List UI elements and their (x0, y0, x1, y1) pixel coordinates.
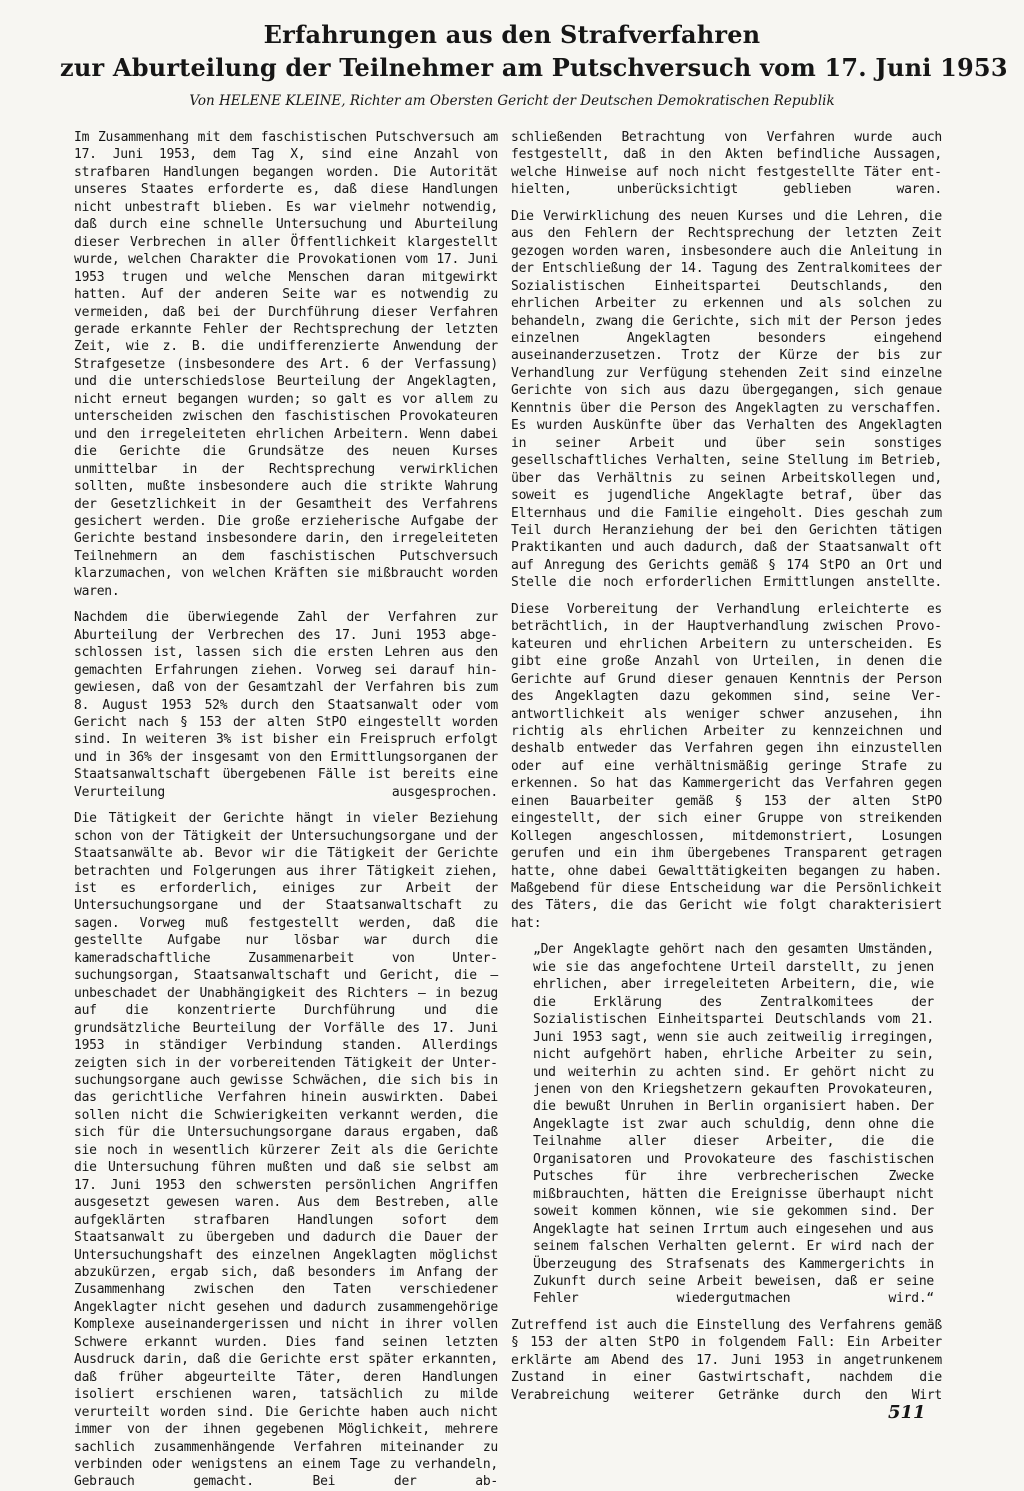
title-line-1: Erfahrungen aus den Strafverfahren (263, 20, 761, 49)
left-column (74, 129, 498, 1491)
paragraph: Nachdem die überwiegende Zahl der Verfahren zur Aburteilung der Verbrechen des 17. Juni 1953 abgeschlossen ist, lassen sich die ersten Lehren aus den gemachten Erfahrungen ziehen. Vorweg sei darauf hingewiesen, daß von der Gesamtzahl der Verfahren bis zum 8. August 1953 52% durch den Staatsanwalt oder vom Gericht nach § 153 der alten StPO eingestellt worden sind. In weiteren 3% ist bisher ein Freispruch erfolgt und in 36% der insgesamt von den Ermittlungsorganen der Staatsanwaltschaft übergebenen Fälle ist bereits eine Verurteilung ausgesprochen. (74, 610, 498, 800)
paragraph: Im Zusammenhang mit dem faschistischen Putschversuch am 17. Juni 1953, dem Tag X, sind eine Anzahl von strafbaren Handlungen begangen worden. Die Autorität unseres Staates erforderte es, daß diese Handlungen nicht unbestraft blieben. Es war vielmehr notwendig, daß durch eine schnelle Untersuchung und Aburteilung dieser Verbrechen in aller Öffentlichkeit klargestellt wurde, welchen Charakter die Provokationen vom 17. Juni 1953 trugen und welche Menschen daran mitgewirkt hatten. Auf der anderen Seite war es notwendig zu vermeiden, daß bei der Durchführung dieser Verfahren gerade erkannte Fehler der Rechtsprechung der letzten Zeit, wie z. B. die undifferenzierte Anwendung der Strafgesetze (insbesondere des Art. 6 der Verfassung) und die unterschiedslose Beurteilung der Angeklagten, nicht erneut begangen wurden; so galt es vor allem zu unterscheiden zwischen den faschistischen Provokateuren und den irregeleiteten ehrlichen Arbeitern. Wenn dabei die Gerichte die Grundsätze des neuen Kurses unmittelbar in der Rechtsprechung verwirklichen sollten, mußte insbesondere auch die strikte Wahrung der Gesetzlichkeit in der Gesamtheit des Verfahrens gesichert werden. Die große erzieherische Aufgabe der Gerichte bestand insbesondere darin, den irregeleiteten Teilnehmern an dem faschistischen Putschversuch klarzumachen, von welchen Kräften sie mißbraucht worden waren. (74, 130, 498, 599)
page-number: 511 (888, 1402, 926, 1423)
paragraph: Die Verwirklichung des neuen Kurses und die Lehren, die aus den Fehlern der Rechtsprechung der letzten Zeit gezogen worden waren, insbesondere auch die Anleitung in der Entschließung der 14. Tagung des Zentralkomitees der Sozialistischen Einheitspartei Deutschlands, den ehrlichen Arbeiter zu erkennen und als solchen zu behandeln, zwang die Gerichte, sich mit der Person jedes einzelnen Angeklagten besonders eingehend auseinanderzusetzen. Trotz der Kürze der bis zur Verhandlung zur Verfügung stehenden Zeit sind einzelne Gerichte von sich aus dazu übergegangen, sich genaue Kenntnis über die Person des Angeklagten zu verschaffen. Es wurden Auskünfte über das Verhalten des Angeklagten in seiner Arbeit und über sein sonstiges gesellschaftliches Verhalten, seine Stellung im Betrieb, über das Verhältnis zu seinen Arbeitskollegen und, soweit es jugendliche Angeklagte betraf, über das Elternhaus und die Familie eingeholt. Dies geschah zum Teil durch Heranziehung der bei den Gerichten tätigen Praktikanten und auch dadurch, daß der Staatsanwalt oft auf Anregung des Gerichts gemäß § 174 StPO an Ort und Stelle die noch erforderlichen Ermittlungen anstellte. (511, 208, 942, 591)
paragraph: Diese Vorbereitung der Verhandlung erleichterte es beträchtlich, in der Hauptverhandlung zwischen Provokateuren und ehrlichen Arbeitern zu unterscheiden. Es gibt eine große Anzahl von Urteilen, in denen die Gerichte auf Grund dieser genauen Kenntnis der Person des Angeklagten dazu gekommen sind, seine Verantwortlichkeit als weniger schwer anzusehen, ihn richtig als ehrlichen Arbeiter zu kennzeichnen und deshalb entweder das Verfahren gegen ihn einzustellen oder auf eine verhältnismäßig geringe Strafe zu erkennen. So hat das Kammergericht das Verfahren gegen einen Bauarbeiter gemäß § 153 der alten StPO eingestellt, der sich einer Gruppe von streikenden Kollegen angeschlossen, mitdemonstriert, Losungen gerufen und ein ihm übergebenes Transparent getragen hatte, ohne dabei Gewalttätigkeiten begangen zu haben. Maßgebend für diese Entscheidung war die Persönlichkeit des Täters, die das Gericht wie folgt charakterisiert hat: (511, 601, 942, 931)
right-column (511, 129, 942, 1404)
article-title (60, 18, 1008, 84)
paragraph: Zutreffend ist auch die Einstellung des Verfahrens gemäß § 153 der alten StPO in folgendem Fall: Ein Arbeiter erklärte am Abend des 17. Juni 1953 in angetrunkenem Zustand in einer Gastwirtschaft, nachdem die Verabreichung weiterer Getränke durch den Wirt (511, 1317, 942, 1403)
author-byline: Von HELENE KLEINE, Richter am Obersten Gericht der Deutschen Demokratischen Republik (189, 93, 835, 109)
paragraph: schließenden Betrachtung von Verfahren wurde auch festgestellt, daß in den Akten befindliche Aussagen, welche Hinweise auf noch nicht festgestellte Täter enthielten, unberücksichtigt geblieben waren. (511, 130, 942, 198)
paragraph: Die Tätigkeit der Gerichte hängt in vieler Beziehung schon von der Tätigkeit der Untersuchungsorgane und der Staatsanwälte ab. Bevor wir die Tätigkeit der Gerichte betrachten und Folgerungen aus ihrer Tätigkeit ziehen, ist es erforderlich, einiges zur Arbeit der Untersuchungsorgane und der Staatsanwaltschaft zu sagen. Vorweg muß festgestellt werden, daß die gestellte Aufgabe nur lösbar war durch die kameradschaftliche Zusammenarbeit von Untersuchungsorgan, Staatsanwaltschaft und Gericht, die — unbeschadet der Unabhängigkeit des Richters — in bezug auf die konzentrierte Durchführung und die grundsätzliche Beurteilung der Vorfälle des 17. Juni 1953 in ständiger Verbindung standen. Allerdings zeigten sich in der vorbereitenden Tätigkeit der Untersuchungsorgane auch gewisse Schwächen, die sich bis in das gerichtliche Verfahren hinein auswirkten. Dabei sollen nicht die Schwierigkeiten verkannt werden, die sich für die Untersuchungsorgane daraus ergaben, daß sie noch in wesentlich kürzerer Zeit als die Gerichte die Untersuchung führen mußten und daß sie selbst am 17. Juni 1953 den schwersten persönlichen Angriffen ausgesetzt gewesen waren. Aus dem Bestreben, alle aufgeklärten strafbaren Handlungen sofort dem Staatsanwalt zu übergeben und dadurch die Dauer der Untersuchungshaft des einzelnen Angeklagten möglichst abzukürzen, ergab sich, daß besonders im Anfang der Zusammenhang zwischen den Taten verschiedener Angeklagter nicht gesehen und dadurch zusammengehörige Komplexe auseinandergerissen und nicht in ihrer vollen Schwere erkannt wurden. Dies fand seinen letzten Ausdruck darin, daß die Gerichte erst später erkannten, daß früher abgeurteilte Täter, deren Handlungen isoliert erschienen waren, tatsächlich zu milde verurteilt worden sind. Die Gerichte haben auch nicht immer von der ihnen gegebenen Möglichkeit, mehrere sachlich zusammenhängende Verfahren miteinander zu verbinden oder wenigstens an einem Tage zu verhandeln, Gebrauch gemacht. Bei der ab- (74, 811, 498, 1490)
court-quotation: „Der Angeklagte gehört nach den gesamten Umständen, wie sie das angefochtene Urteil darstellt, zu jenen ehrlichen, aber irregeleiteten Arbeitern, die, wie die Erklärung des Zentralkomitees der Sozialistischen Einheitspartei Deutschlands vom 21. Juni 1953 sagt, wenn sie auch zeitweilig irregingen, nicht aufgehört haben, ehrliche Arbeiter zu sein, und weiterhin zu achten sind. Er gehört nicht zu jenen von den Kriegshetzern gekauften Provokateuren, die bewußt Unruhen in Berlin organisiert haben. Der Angeklagte ist zwar auch schuldig, denn ohne die Teilnahme aller dieser Arbeiter, die die Organisatoren und Provokateure des faschistischen Putsches für ihre verbrecherischen Zwecke mißbrauchten, hätten die Ereignisse überhaupt nicht soweit kommen können, wie sie gekommen sind. Der Angeklagte hat seinen Irrtum auch eingesehen und aus seinem falschen Verhalten gelernt. Er wird nach der Überzeugung des Strafsenats des Kammergerichts in Zukunft durch seine Arbeit beweisen, daß er seine Fehler wiedergutmachen wird.“ (533, 942, 934, 1307)
title-line-2: zur Aburteilung der Teilnehmer am Putschversuch vom 17. Juni 1953 (60, 53, 1008, 82)
